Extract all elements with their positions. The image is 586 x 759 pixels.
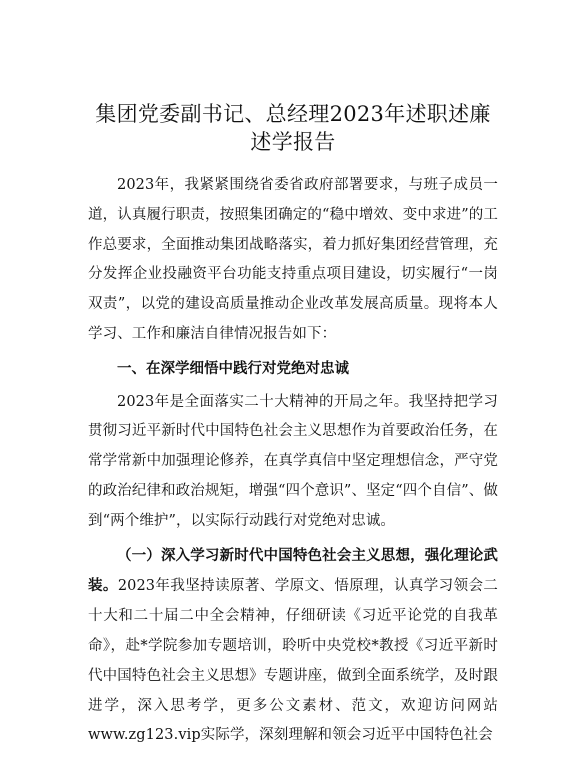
subsection-1-text: 2023年我坚持读原著、学原文、悟原理，认真学习领会二十大和二十届二中全会精神，仔细研读《习近平论党的自我革命》，赴*学院参加专题培训，聆听中央党校*教授《习近平新时代中国特色社会主义思想》专题讲座，做到全面系统学，及时跟进学，深入思考学，更多公文素材、范文，欢迎访问网站www.zg123.vip实际学，深刻理解和领会习近平中国特色社会 [88,578,498,744]
intro-paragraph: 2023年，我紧紧围绕省委省政府部署要求，与班子成员一道，认真履行职责，按照集团确定的“稳中增效、变中求进”的工作总要求，全面推动集团战略落实，着力抓好集团经营管理，充分发挥企业投融资平台功能支持重点项目建设，切实履行“一岗双责”，以党的建设高质量推动企业改革发展高质量。现将本人学习、工作和廉洁自律情况报告如下： [88,177,498,342]
subsection-1-heading: （一）深入学习新时代中国特色社会主义思想，强化理论武装。 [88,546,498,595]
subsection-1-paragraph [88,541,498,752]
section-1-heading: 一、在深学细悟中践行对党绝对忠诚 [117,359,349,377]
document-title: 集团党委副书记、总经理2023年述职述廉述学报告 [95,102,491,154]
section-1-paragraph: 2023年是全面落实二十大精神的开局之年。我坚持把学习贯彻习近平新时代中国特色社会主义思想作为首要政治任务，在常学常新中加强理论修养，在真学真信中坚定理想信念，严守党的政治纪律和政治规矩，增强“四个意识”、坚定“四个自信”、做到“两个维护”，以实际行动践行对党绝对忠诚。 [88,393,498,529]
